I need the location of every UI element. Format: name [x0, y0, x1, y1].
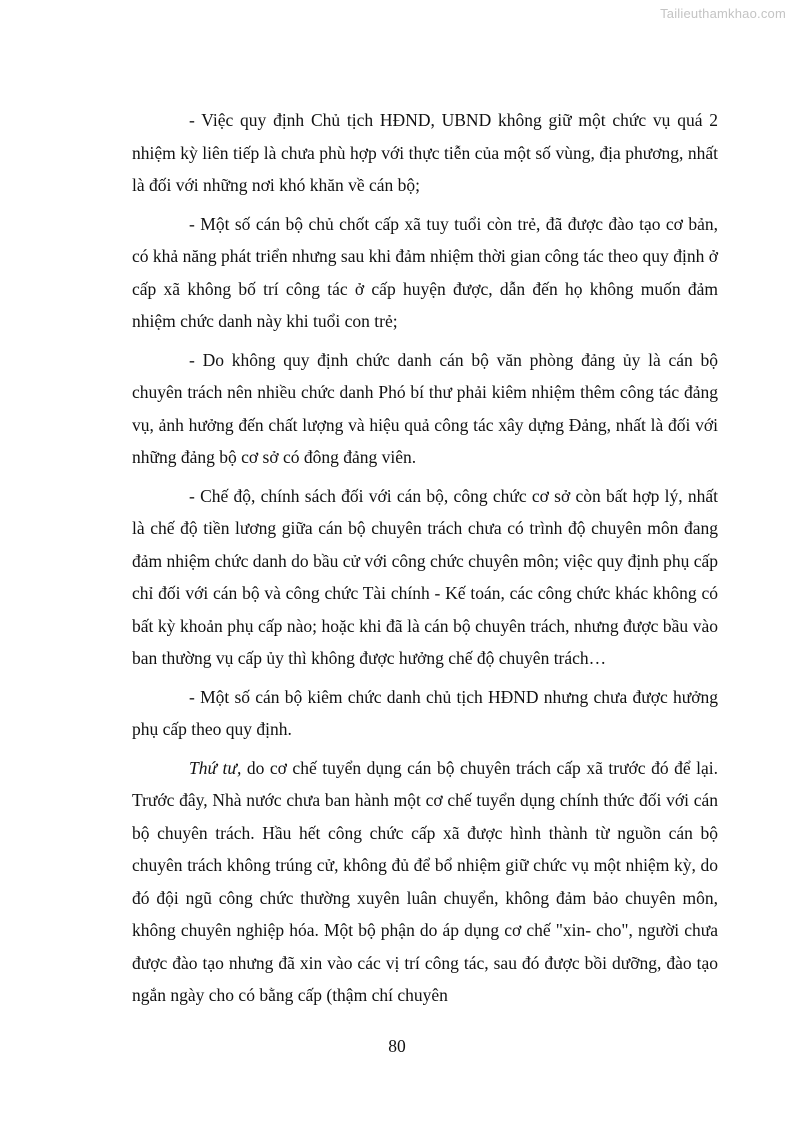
- paragraph-4: - Chế độ, chính sách đối với cán bộ, công chức cơ sở còn bất hợp lý, nhất là chế độ tiền lương giữa cán bộ chuyên trách chưa có trình độ chuyên môn đang đảm nhiệm chức danh do bầu cử với công chức chuyên môn; việc quy định phụ cấp chỉ đối với cán bộ và công chức Tài chính - Kế toán, các công chức khác không có bất kỳ khoản phụ cấp nào; hoặc khi đã là cán bộ chuyên trách, nhưng được bầu vào ban thường vụ cấp ủy thì không được hưởng chế độ chuyên trách…: [132, 485, 718, 668]
- watermark: Tailieuthamkhao.com: [660, 6, 786, 21]
- paragraph-1: - Việc quy định Chủ tịch HĐND, UBND không giữ một chức vụ quá 2 nhiệm kỳ liên tiếp là chưa phù hợp với thực tiễn của một số vùng, địa phương, nhất là đối với những nơi khó khăn về cán bộ;: [132, 110, 718, 195]
- paragraph-6-lead: Thứ tư,: [189, 757, 242, 778]
- document-body: [132, 104, 718, 1018]
- paragraph-3: - Do không quy định chức danh cán bộ văn phòng đảng ủy là cán bộ chuyên trách nên nhiều chức danh Phó bí thư phải kiêm nhiệm thêm công tác đảng vụ, ảnh hưởng đến chất lượng và hiệu quả công tác xây dựng Đảng, nhất là đối với những đảng bộ cơ sở có đông đảng viên.: [132, 349, 718, 467]
- paragraph-6: [132, 752, 718, 1012]
- paragraph-5: - Một số cán bộ kiêm chức danh chủ tịch HĐND nhưng chưa được hưởng phụ cấp theo quy định.: [132, 686, 718, 739]
- paragraph-2: - Một số cán bộ chủ chốt cấp xã tuy tuổi còn trẻ, đã được đào tạo cơ bản, có khả năng phát triển nhưng sau khi đảm nhiệm thời gian công tác theo quy định ở cấp xã không bố trí công tác ở cấp huyện được, dẫn đến họ không muốn đảm nhiệm chức danh này khi tuổi con trẻ;: [132, 213, 718, 331]
- page-number: 80: [388, 1036, 406, 1056]
- paragraph-6-text: do cơ chế tuyển dụng cán bộ chuyên trách cấp xã trước đó để lại. Trước đây, Nhà nước chưa ban hành một cơ chế tuyển dụng chính thức đối với cán bộ chuyên trách. Hầu hết công chức cấp xã được hình thành từ nguồn cán bộ chuyên trách không trúng cử, không đủ để bổ nhiệm giữ chức vụ một nhiệm kỳ, do đó đội ngũ công chức thường xuyên luân chuyển, không đảm bảo chuyên môn, không chuyên nghiệp hóa. Một bộ phận do áp dụng cơ chế "xin- cho", người chưa được đào tạo nhưng đã xin vào các vị trí công tác, sau đó được bồi dưỡng, đào tạo ngắn ngày cho có bằng cấp (thậm chí chuyên: [132, 757, 718, 1005]
